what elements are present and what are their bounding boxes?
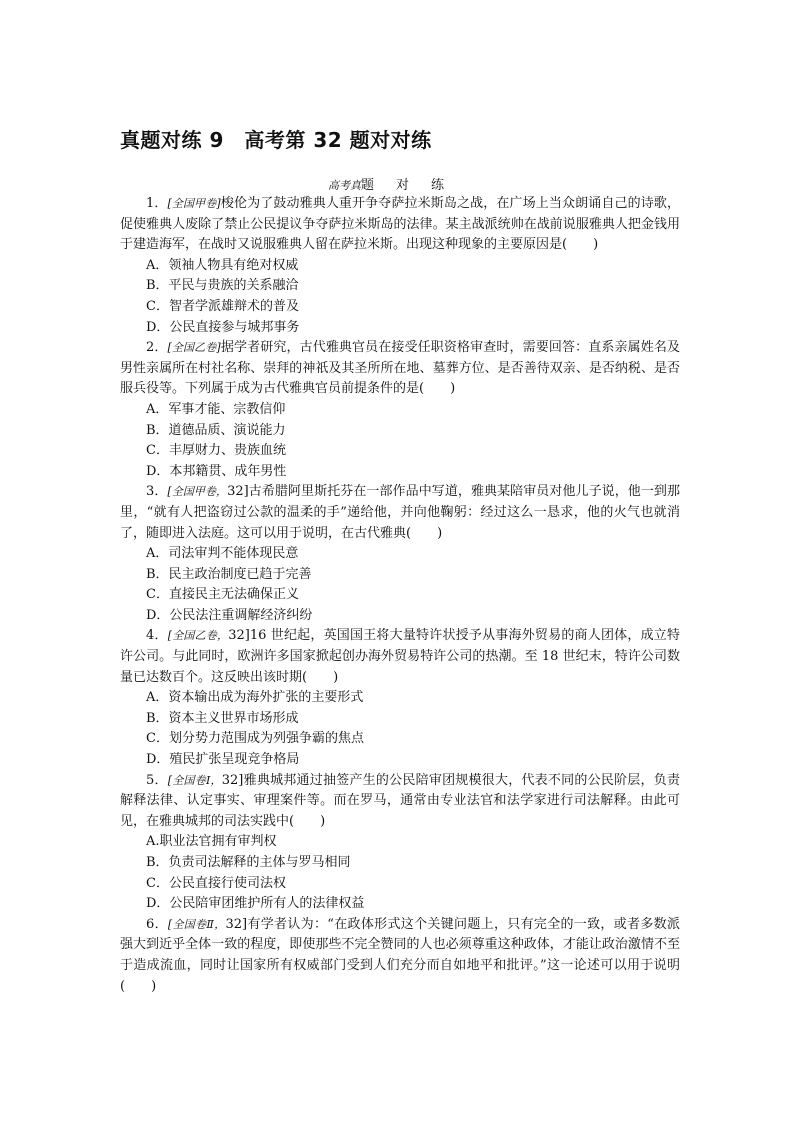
question-3 (120, 482, 680, 544)
question-6 (120, 915, 680, 997)
option-c: C．划分势力范围成为列强争霸的焦点 (146, 731, 364, 747)
section-heading-lead: 高考真 (327, 179, 361, 192)
option-d: D．公民直接参与城邦事务 (146, 319, 300, 335)
question-stem: 32]有学者认为：“在政体形式这个关键问题上，只有完全的一致，或者多数派强大到近乎全体一致的程度，即使那些不完全赞同的人也必须尊重这种政体，才能让政治激情不至于造成流血，同时让国家所有权威部门受到人们充分而自如地平和批评。”这一论述可以用于说明( ) (120, 916, 680, 994)
option-d: D．本邦籍贯、成年男性 (146, 463, 287, 479)
question-stem: 32]16 世纪起，英国国王将大量特许状授予从事海外贸易的商人团体，成立特许公司。与此同时，欧洲许多国家掀起创办海外贸易特许公司的热潮。至 18 世纪末，特许公司数量已达数百个。这反映出该时期( ) (120, 628, 680, 685)
question-list (120, 194, 680, 997)
section-heading (0, 174, 794, 193)
option-a: A．资本输出成为海外扩张的主要形式 (146, 690, 364, 706)
question-1 (120, 194, 680, 256)
question-stem: 32]雅典城邦通过抽签产生的公民陪审团规模很大，代表不同的公民阶层，负责解释法律、认定事实、审理案件等。而在罗马，通常由专业法官和法学家进行司法解释。由此可见，在雅典城邦的司法实践中( ) (120, 772, 680, 829)
option-b: B．民主政治制度已趋于完善 (146, 566, 312, 582)
question-number: 3． (146, 484, 168, 500)
question-source: [全国卷Ⅱ， (167, 917, 226, 931)
question-number: 2． (146, 340, 168, 356)
question-source: [全国甲卷] (167, 197, 221, 210)
option-d: D．殖民扩张呈现竞争格局 (146, 752, 300, 768)
question-source: [全国乙卷， (167, 629, 229, 643)
question-source: [全国甲卷， (167, 485, 228, 499)
question-number: 1． (146, 196, 168, 211)
question-source: [全国卷Ⅰ， (167, 773, 222, 787)
option-c: C．直接民主无法确保正义 (146, 587, 299, 603)
question-number: 5． (146, 772, 168, 788)
section-heading-rest: 题对练 (360, 178, 466, 193)
question-number: 6． (146, 916, 168, 932)
option-a: A．军事才能、宗教信仰 (146, 401, 286, 417)
question-stem: 32]古希腊阿里斯托芬在一部作品中写道，雅典某陪审员对他儿子说，他一到那里，“就有人把盗窃过公款的温柔的手”递给他，并向他鞠躬：经过这么一恳求，他的火气也就消了，随即进入法庭。这可以用于说明，在古代雅典( ) (120, 484, 680, 541)
question-2 (120, 338, 680, 400)
option-a: A．司法审判不能体现民意 (146, 546, 299, 562)
option-d: D．公民法注重调解经济纠纷 (146, 607, 313, 623)
question-stem: 梭伦为了鼓动雅典人重开争夺萨拉米斯岛之战，在广场上当众朗诵自己的诗歌，促使雅典人废除了禁止公民提议争夺萨拉米斯岛的法律。某主战派统帅在战前说服雅典人把金钱用于建造海军，在战时又说服雅典人留在萨拉米斯。出现这种现象的主要原因是( ) (120, 196, 680, 253)
question-5 (120, 771, 680, 833)
option-d: D．公民陪审团维护所有人的法律权益 (146, 896, 365, 912)
option-c: C．公民直接行使司法权 (146, 875, 286, 891)
option-a: A.职业法官拥有审判权 (146, 834, 277, 850)
option-a: A．领袖人物具有绝对权威 (146, 257, 299, 273)
question-source: [全国乙卷] (167, 341, 221, 355)
option-c: C．智者学派雄辩术的普及 (146, 298, 299, 314)
option-b: B．资本主义世界市场形成 (146, 710, 299, 726)
option-b: B．平民与贵族的关系融洽 (146, 278, 299, 294)
page-title: 真题对练 9 高考第 32 题对对练 (120, 128, 432, 152)
option-b: B．道德品质、演说能力 (146, 422, 286, 438)
question-number: 4． (146, 628, 168, 644)
question-4 (120, 626, 680, 688)
option-c: C．丰厚财力、贵族血统 (146, 443, 286, 459)
question-stem: 据学者研究，古代雅典官员在接受任职资格审查时，需要回答：直系亲属姓名及男性亲属所在村社名称、崇拜的神祇及其圣所所在地、墓葬方位、是否善待双亲、是否纳税、是否服兵役等。下列属于成为古代雅典官员前提条件的是( ) (120, 340, 680, 397)
option-b: B．负责司法解释的主体与罗马相同 (146, 855, 351, 870)
